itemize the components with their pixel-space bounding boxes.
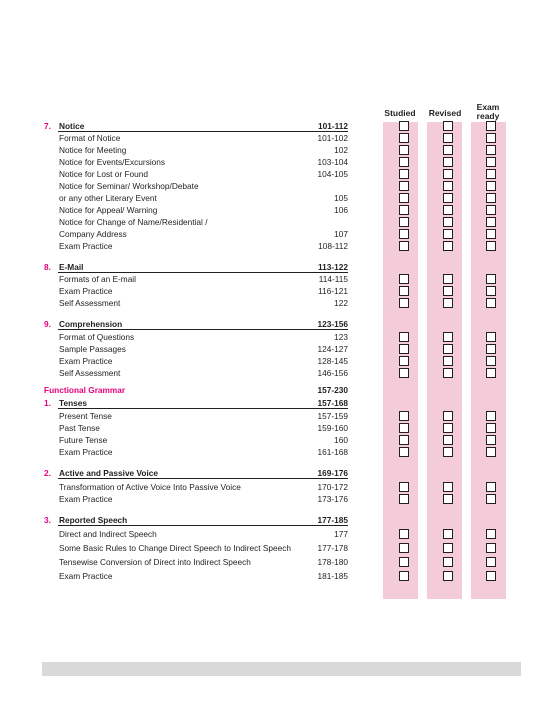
- page-range: 113-122: [318, 262, 348, 272]
- toc-entry: [0, 228, 558, 240]
- page-range: 161-168: [317, 447, 348, 457]
- revised-checkbox[interactable]: [443, 157, 453, 167]
- studied-checkbox[interactable]: [399, 344, 409, 354]
- chapter-number: 9.: [44, 319, 51, 329]
- chapter-number: 3.: [44, 515, 51, 525]
- exam-ready-checkbox[interactable]: [486, 435, 496, 445]
- page-range: 160: [334, 435, 348, 445]
- revised-checkbox[interactable]: [443, 571, 453, 581]
- chapter-number: 2.: [44, 468, 51, 478]
- exam-ready-checkbox[interactable]: [486, 447, 496, 457]
- entry-title: Self Assessment: [59, 368, 121, 378]
- toc-entry: [0, 273, 558, 285]
- revised-checkbox[interactable]: [443, 447, 453, 457]
- exam-ready-checkbox[interactable]: [486, 543, 496, 553]
- entry-title: Comprehension: [59, 319, 123, 329]
- revised-checkbox[interactable]: [443, 133, 453, 143]
- page-range: 123-156: [317, 319, 348, 329]
- revised-checkbox[interactable]: [443, 229, 453, 239]
- toc-entry: [0, 434, 558, 446]
- page-range: 114-115: [318, 274, 348, 284]
- studied-checkbox[interactable]: [399, 274, 409, 284]
- page-range: 123: [334, 332, 348, 342]
- page-range: 124-127: [317, 344, 348, 354]
- exam-ready-checkbox[interactable]: [486, 229, 496, 239]
- revised-checkbox[interactable]: [443, 298, 453, 308]
- page-range: 170-172: [317, 482, 348, 492]
- revised-checkbox[interactable]: [443, 543, 453, 553]
- entry-title: Transformation of Active Voice Into Passive Voice: [59, 482, 241, 492]
- entry-title: Exam Practice: [59, 241, 113, 251]
- exam-ready-checkbox[interactable]: [486, 529, 496, 539]
- entry-title: Future Tense: [59, 435, 108, 445]
- exam-ready-checkbox[interactable]: [486, 274, 496, 284]
- entry-title: Notice: [59, 121, 85, 131]
- studied-checkbox[interactable]: [399, 286, 409, 296]
- toc-entry: [0, 216, 558, 228]
- entry-title: Notice for Appeal/ Warning: [59, 205, 158, 215]
- studied-checkbox[interactable]: [399, 494, 409, 504]
- page-range: 173-176: [317, 494, 348, 504]
- revised-checkbox[interactable]: [443, 557, 453, 567]
- studied-checkbox[interactable]: [399, 356, 409, 366]
- entry-title: Present Tense: [59, 411, 112, 421]
- entry-title: Notice for Change of Name/Residential /: [59, 217, 208, 227]
- footer-bar: [42, 662, 521, 676]
- entry-title: or any other Literary Event: [59, 193, 157, 203]
- revised-checkbox[interactable]: [443, 145, 453, 155]
- revised-checkbox[interactable]: [443, 121, 453, 131]
- page-range: 103-104: [317, 157, 348, 167]
- exam-ready-checkbox[interactable]: [486, 482, 496, 492]
- chapter-heading: [0, 120, 558, 132]
- chapter-heading: [0, 397, 558, 409]
- column-header-revised: Revised: [428, 108, 462, 118]
- chapter-number: 8.: [44, 262, 51, 272]
- chapter-heading: [0, 318, 558, 330]
- exam-ready-checkbox[interactable]: [486, 298, 496, 308]
- studied-checkbox[interactable]: [399, 482, 409, 492]
- page-range: 157-168: [317, 398, 348, 408]
- toc-entry: [0, 192, 558, 204]
- studied-checkbox[interactable]: [399, 557, 409, 567]
- studied-checkbox[interactable]: [399, 332, 409, 342]
- entry-title: Functional Grammar: [44, 385, 126, 395]
- toc-entry: [0, 570, 558, 582]
- studied-checkbox[interactable]: [399, 241, 409, 251]
- chapter-heading: [0, 261, 558, 273]
- studied-checkbox[interactable]: [399, 229, 409, 239]
- revised-checkbox[interactable]: [443, 423, 453, 433]
- toc-entry: [0, 446, 558, 458]
- toc-entry: [0, 556, 558, 568]
- exam-ready-checkbox[interactable]: [486, 121, 496, 131]
- toc-entry: [0, 493, 558, 505]
- entry-title: Direct and Indirect Speech: [59, 529, 157, 539]
- toc-entry: [0, 144, 558, 156]
- studied-checkbox[interactable]: [399, 193, 409, 203]
- page-range: 181-185: [317, 571, 348, 581]
- exam-ready-checkbox[interactable]: [486, 571, 496, 581]
- toc-entry: [0, 240, 558, 252]
- studied-checkbox[interactable]: [399, 423, 409, 433]
- chapter-number: 7.: [44, 121, 51, 131]
- page-range: 101-102: [317, 133, 348, 143]
- studied-checkbox[interactable]: [399, 145, 409, 155]
- toc-entry: [0, 180, 558, 192]
- exam-ready-checkbox[interactable]: [486, 181, 496, 191]
- revised-checkbox[interactable]: [443, 482, 453, 492]
- toc-entry: [0, 410, 558, 422]
- chapter-heading: [0, 514, 558, 526]
- page-range: 105: [334, 193, 348, 203]
- entry-title: Reported Speech: [59, 515, 128, 525]
- studied-checkbox[interactable]: [399, 411, 409, 421]
- page-range: 104-105: [317, 169, 348, 179]
- toc-entry: [0, 297, 558, 309]
- studied-checkbox[interactable]: [399, 181, 409, 191]
- entry-title: Tenses: [59, 398, 87, 408]
- page-range: 101-112: [318, 121, 348, 131]
- studied-checkbox[interactable]: [399, 529, 409, 539]
- revised-checkbox[interactable]: [443, 332, 453, 342]
- toc-entry: [0, 132, 558, 144]
- entry-title: E-Mail: [59, 262, 84, 272]
- page-range: 157-230: [317, 385, 348, 395]
- column-header-studied: Studied: [384, 108, 416, 118]
- chapter-number: 1.: [44, 398, 51, 408]
- studied-checkbox[interactable]: [399, 435, 409, 445]
- entry-title: Past Tense: [59, 423, 100, 433]
- entry-title: Tensewise Conversion of Direct into Indirect Speech: [59, 557, 251, 567]
- revised-checkbox[interactable]: [443, 435, 453, 445]
- page-range: 159-160: [317, 423, 348, 433]
- entry-title: Format of Questions: [59, 332, 135, 342]
- page-range: 178-180: [317, 557, 348, 567]
- heading-underline: [58, 525, 348, 526]
- entry-title: Exam Practice: [59, 356, 113, 366]
- studied-checkbox[interactable]: [399, 543, 409, 553]
- revised-checkbox[interactable]: [443, 193, 453, 203]
- page-range: 169-176: [317, 468, 348, 478]
- toc-entry: [0, 343, 558, 355]
- toc-entry: [0, 168, 558, 180]
- exam-ready-checkbox[interactable]: [486, 332, 496, 342]
- part-heading: [0, 384, 558, 396]
- entry-title: Notice for Meeting: [59, 145, 127, 155]
- revised-checkbox[interactable]: [443, 356, 453, 366]
- toc-entry: [0, 422, 558, 434]
- exam-ready-checkbox[interactable]: [486, 423, 496, 433]
- toc-entry: [0, 285, 558, 297]
- column-header-exam-ready: Exam ready: [476, 102, 500, 121]
- exam-ready-checkbox[interactable]: [486, 286, 496, 296]
- page-range: 146-156: [317, 368, 348, 378]
- entry-title: Notice for Events/Excursions: [59, 157, 166, 167]
- exam-ready-checkbox[interactable]: [486, 133, 496, 143]
- studied-checkbox[interactable]: [399, 205, 409, 215]
- exam-ready-checkbox[interactable]: [486, 494, 496, 504]
- studied-checkbox[interactable]: [399, 169, 409, 179]
- page-range: 106: [334, 205, 348, 215]
- toc-entry: [0, 481, 558, 493]
- entry-title: Notice for Seminar/ Workshop/Debate: [59, 181, 199, 191]
- revised-checkbox[interactable]: [443, 169, 453, 179]
- entry-title: Exam Practice: [59, 447, 113, 457]
- page-range: 108-112: [318, 241, 348, 251]
- exam-ready-checkbox[interactable]: [486, 193, 496, 203]
- toc-entry: [0, 367, 558, 379]
- studied-checkbox[interactable]: [399, 217, 409, 227]
- exam-ready-checkbox[interactable]: [486, 241, 496, 251]
- heading-underline: [58, 408, 348, 409]
- heading-underline: [58, 329, 348, 330]
- toc-entry: [0, 542, 558, 554]
- studied-checkbox[interactable]: [399, 121, 409, 131]
- entry-title: Notice for Lost or Found: [59, 169, 149, 179]
- revised-checkbox[interactable]: [443, 241, 453, 251]
- exam-ready-checkbox[interactable]: [486, 145, 496, 155]
- exam-ready-checkbox[interactable]: [486, 368, 496, 378]
- exam-ready-checkbox[interactable]: [486, 205, 496, 215]
- page-range: 102: [334, 145, 348, 155]
- entry-title: Exam Practice: [59, 571, 113, 581]
- revised-checkbox[interactable]: [443, 494, 453, 504]
- studied-checkbox[interactable]: [399, 298, 409, 308]
- exam-ready-checkbox[interactable]: [486, 557, 496, 567]
- revised-checkbox[interactable]: [443, 344, 453, 354]
- heading-underline: [58, 478, 348, 479]
- entry-title: Sample Passages: [59, 344, 126, 354]
- entry-title: Self Assessment: [59, 298, 121, 308]
- toc-entry: [0, 355, 558, 367]
- entry-title: Company Address: [59, 229, 127, 239]
- exam-ready-checkbox[interactable]: [486, 411, 496, 421]
- revised-checkbox[interactable]: [443, 529, 453, 539]
- studied-checkbox[interactable]: [399, 571, 409, 581]
- toc-entry: [0, 528, 558, 540]
- chapter-heading: [0, 467, 558, 479]
- exam-ready-checkbox[interactable]: [486, 344, 496, 354]
- page-range: 157-159: [317, 411, 348, 421]
- entry-title: Exam Practice: [59, 494, 113, 504]
- page-range: 116-121: [318, 286, 348, 296]
- exam-ready-checkbox[interactable]: [486, 356, 496, 366]
- page-range: 107: [334, 229, 348, 239]
- revised-checkbox[interactable]: [443, 286, 453, 296]
- entry-title: Format of Notice: [59, 133, 121, 143]
- studied-checkbox[interactable]: [399, 368, 409, 378]
- revised-checkbox[interactable]: [443, 368, 453, 378]
- studied-checkbox[interactable]: [399, 447, 409, 457]
- exam-ready-checkbox[interactable]: [486, 169, 496, 179]
- revised-checkbox[interactable]: [443, 217, 453, 227]
- revised-checkbox[interactable]: [443, 181, 453, 191]
- page-range: 177: [334, 529, 348, 539]
- entry-title: Formats of an E-mail: [59, 274, 136, 284]
- toc-entry: [0, 156, 558, 168]
- studied-checkbox[interactable]: [399, 133, 409, 143]
- page-range: 177-185: [317, 515, 348, 525]
- page-range: 128-145: [317, 356, 348, 366]
- exam-ready-checkbox[interactable]: [486, 217, 496, 227]
- revised-checkbox[interactable]: [443, 411, 453, 421]
- entry-title: Active and Passive Voice: [59, 468, 158, 478]
- studied-checkbox[interactable]: [399, 157, 409, 167]
- revised-checkbox[interactable]: [443, 274, 453, 284]
- exam-ready-checkbox[interactable]: [486, 157, 496, 167]
- entry-title: Exam Practice: [59, 286, 113, 296]
- revised-checkbox[interactable]: [443, 205, 453, 215]
- entry-title: Some Basic Rules to Change Direct Speech to Indirect Speech: [59, 543, 291, 553]
- page-range: 122: [334, 298, 348, 308]
- toc-entry: [0, 331, 558, 343]
- toc-entry: [0, 204, 558, 216]
- page-range: 177-178: [317, 543, 348, 553]
